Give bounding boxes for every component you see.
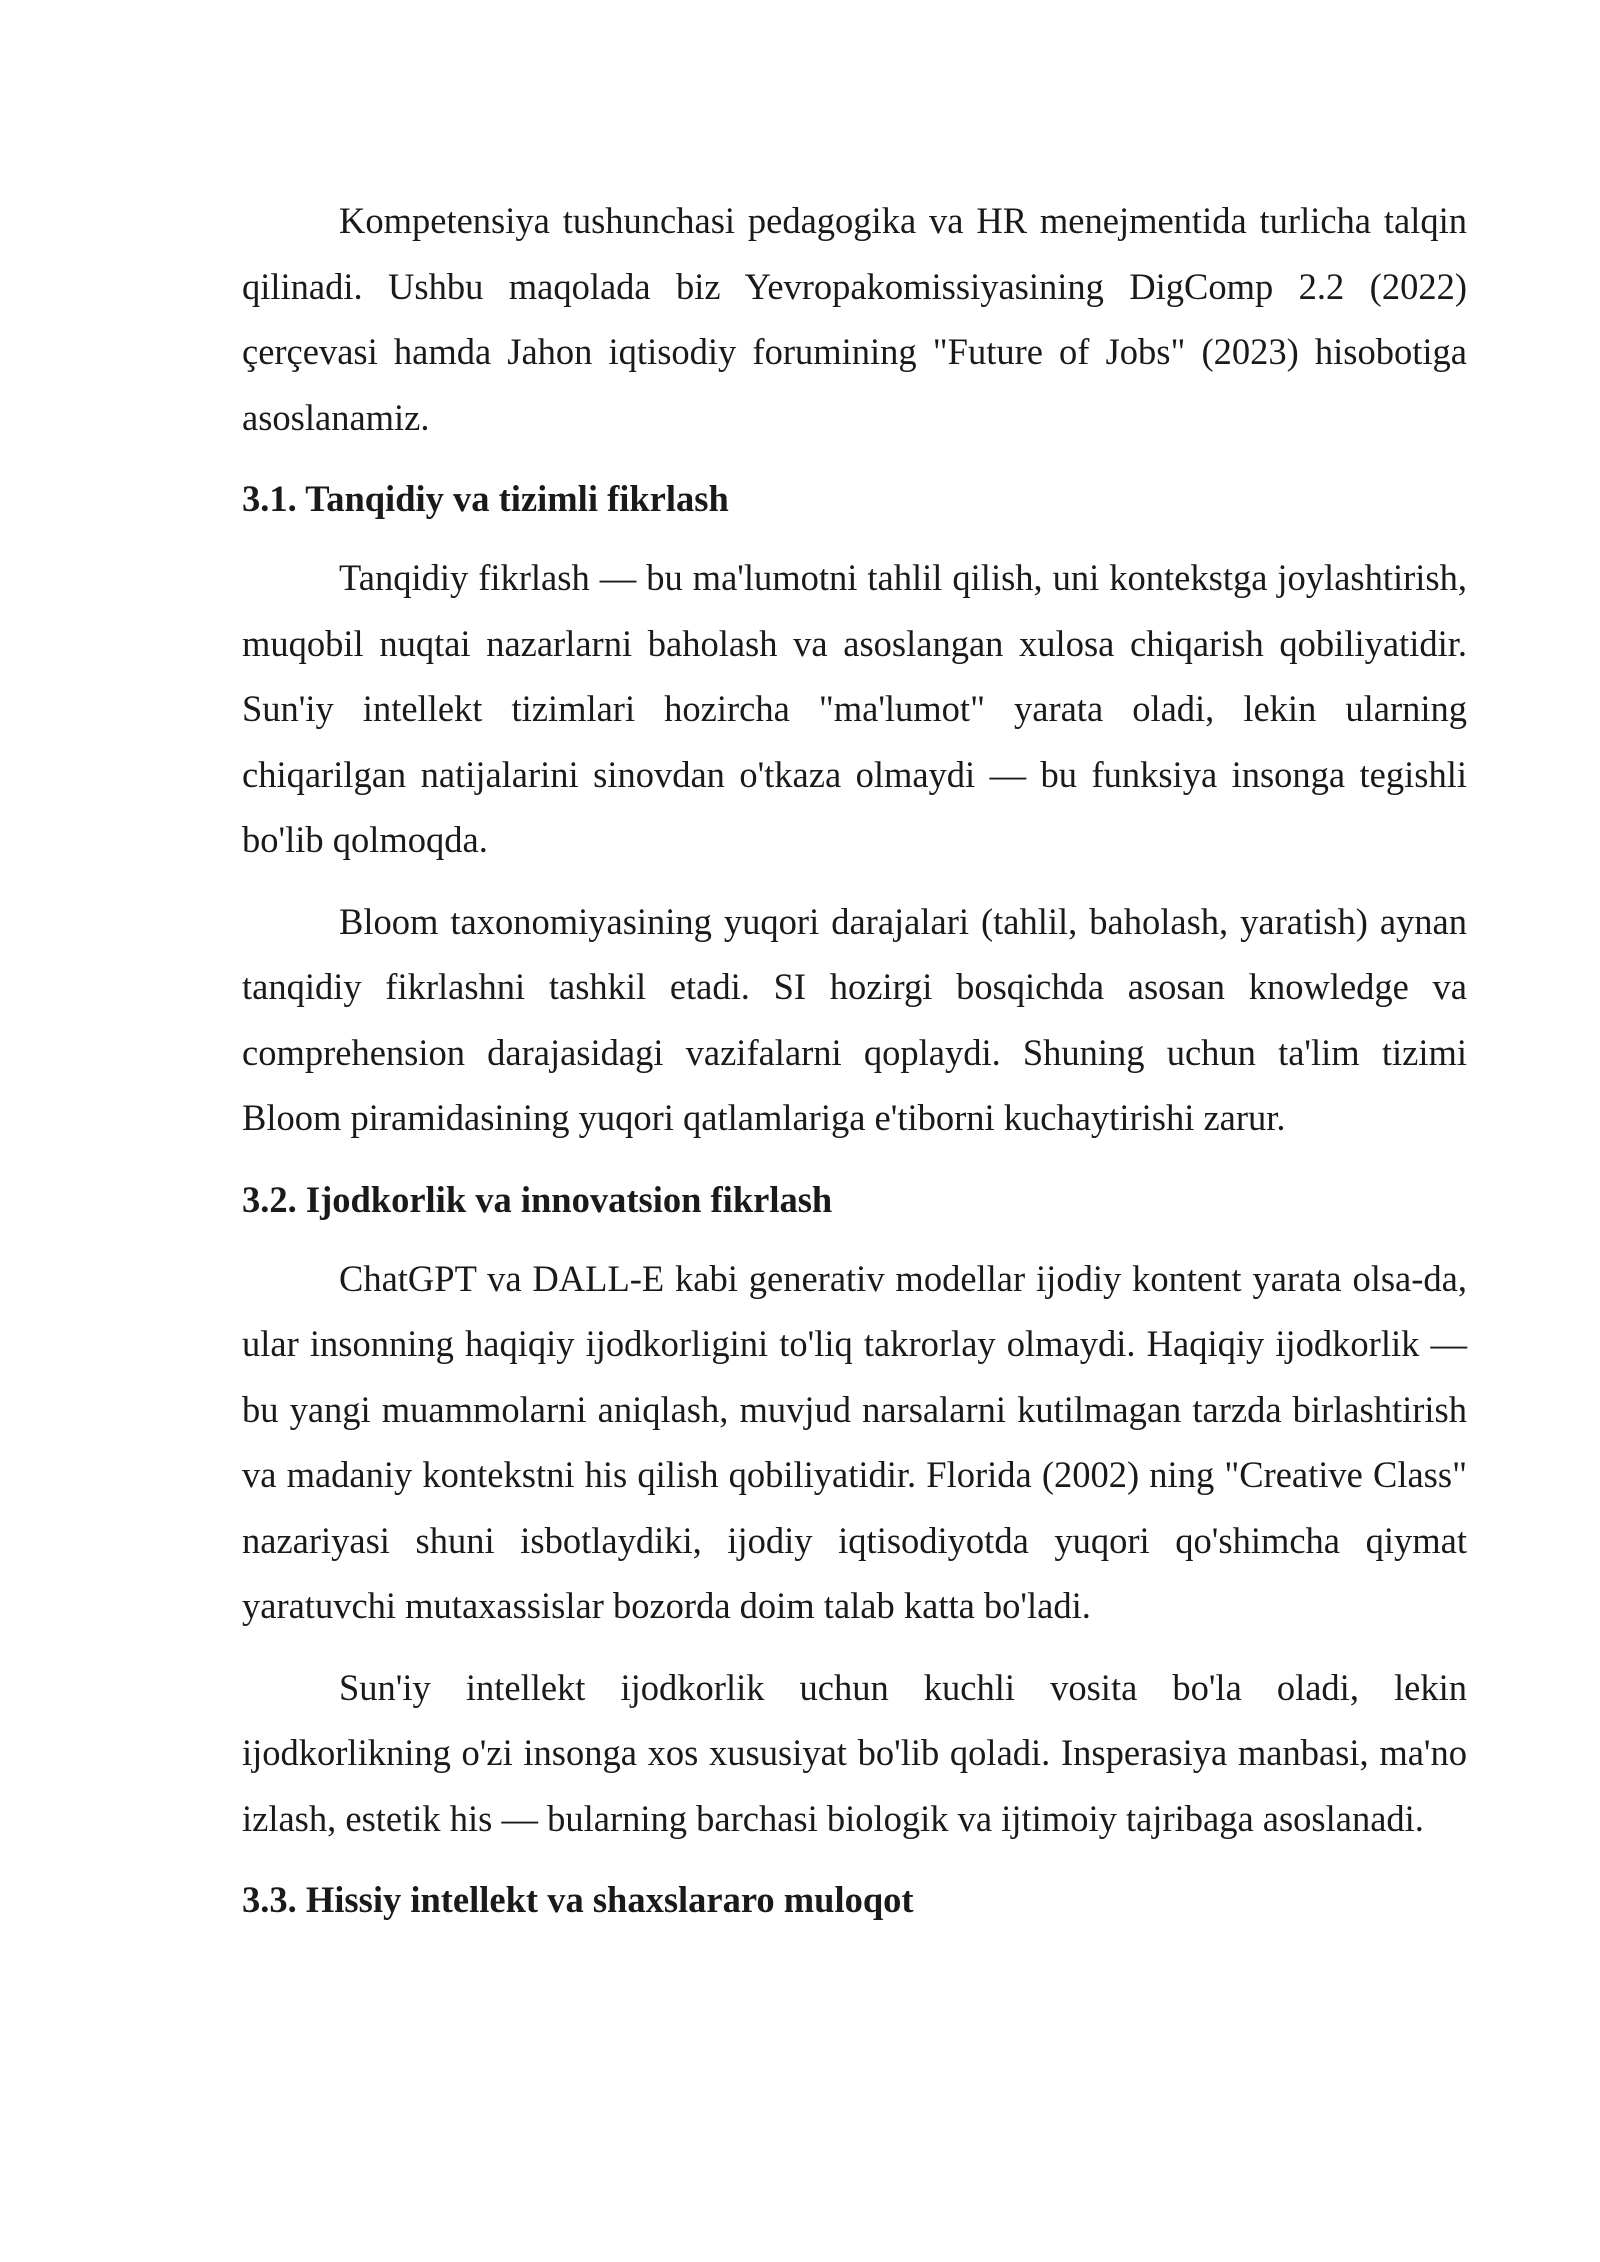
section-heading-3-1: 3.1. Tanqidiy va tizimli fikrlash [242,478,729,519]
critical-thinking-paragraph: Tanqidiy fikrlash — bu ma'lumotni tahlil qilish, uni kontekstga joylashtirish, muqobil nuqtai nazarlarni baholash va asoslangan xulosa chiqarish qobiliyatidir. Sun'iy intellekt tizimlari hozircha "ma'lumot" yarata oladi, lekin ularning chiqarilgan natijalarini sinovdan o'tkaza olmaydi — bu funksiya insonga tegishli bo'lib qolmoqda. [242,557,1467,860]
intro-paragraph: Kompetensiya tushunchasi pedagogika va HR menejmentida turlicha talqin qilinadi. Ushbu maqolada biz Yevropakomissiyasining DigComp 2.2 (2022) çerçevasi hamda Jahon iqtisodiy forumining "Future of Jobs" (2023) hisobotiga asoslanamiz. [242,200,1467,438]
bloom-paragraph: Bloom taxonomiyasining yuqori darajalari (tahlil, baholash, yaratish) aynan tanqidiy fikrlashni tashkil etadi. SI hozirgi bosqichda asosan knowledge va comprehension darajasidagi vazifalarni qoplaydi. Shuning uchun ta'lim tizimi Bloom piramidasining yuqori qatlamlariga e'tiborni kuchaytirishi zarur. [242,900,1467,1138]
section-heading-3-2: 3.2. Ijodkorlik va innovatsion fikrlash [242,1178,833,1220]
section-heading-3-3: 3.3. Hissiy intellekt va shaxslararo muloqot [242,1879,914,1920]
ai-creativity-paragraph: Sun'iy intellekt ijodkorlik uchun kuchli vosita bo'la oladi, lekin ijodkorlikning o'zi insonga xos xususiyat bo'lib qoladi. Insperasiya manbasi, ma'no izlash, estetik his — bularning barchasi biologik va ijtimoiy tajribaga asoslanadi. [242,1666,1467,1839]
creativity-paragraph: ChatGPT va DALL-E kabi generativ modellar ijodiy kontent yarata olsa-da, ular insonning haqiqiy ijodkorligini to'liq takrorlay olmaydi. Haqiqiy ijodkorlik — bu yangi muammolarni aniqlash, muvjud narsalarni kutilmagan tarzda birlashtirish va madaniy kontekstni his qilish qobiliyatidir. Florida (2002) ning "Creative Class" nazariyasi shuni isbotlaydiki, ijodiy iqtisodiyotda yuqori qo'shimcha qiymat yaratuvchi mutaxassislar bozorda doim talab katta bo'ladi. [242,1257,1467,1626]
